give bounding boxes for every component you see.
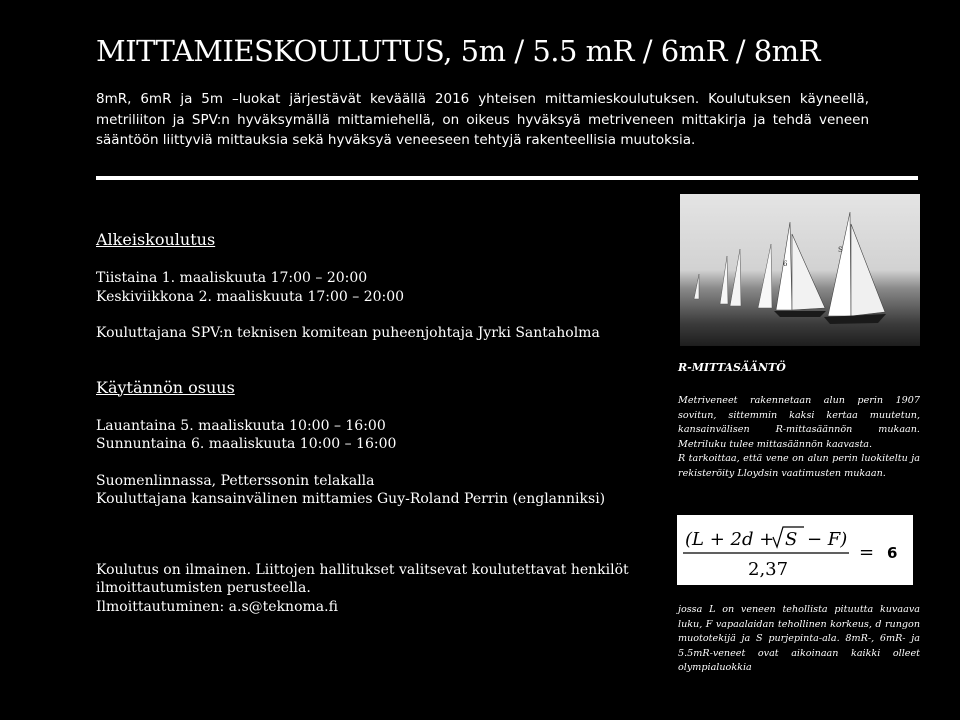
sidebar-explanation <box>678 603 920 676</box>
practical-trainer: Kouluttajana kansainvälinen mittamies Guy-Roland Perrin (englanniksi) <box>96 491 606 507</box>
practical-session-2: Sunnuntaina 6. maaliskuuta 10:00 – 16:00 <box>96 436 397 452</box>
practical-session-1: Lauantaina 5. maaliskuuta 10:00 – 16:00 <box>96 417 386 434</box>
sidebar-paragraph-2: R tarkoittaa, että vene on alun perin luokiteltu ja rekisteröity Lloydsin vaatimusten mukaan. <box>678 453 920 479</box>
svg-text:S: S <box>785 529 798 550</box>
formula-svg <box>677 515 913 585</box>
practical-heading: Käytännön osuus <box>96 377 235 397</box>
footer-line-3: Ilmoittautuminen: a.s@teknoma.fi <box>96 598 338 615</box>
basic-heading: Alkeiskoulutus <box>96 230 216 249</box>
svg-text:− F): − F) <box>807 529 848 550</box>
footer-line-1: Koulutus on ilmainen. Liittojen hallitukset valitsevat koulutettavat henkilöt <box>96 561 629 578</box>
sailboats-photo <box>680 194 920 346</box>
sidebar-description <box>678 394 920 481</box>
sidebar-heading: R-MITTASÄÄNTÖ <box>678 361 786 374</box>
divider <box>96 176 918 180</box>
basic-session-2: Keskiviikkona 2. maaliskuuta 17:00 – 20:00 <box>96 288 405 305</box>
footer-line-2: ilmoittautumisten perusteella. <box>96 580 311 596</box>
sidebar-paragraph-3: jossa L on veneen tehollista pituutta kuvaava luku, F vapaalaidan tehollinen korkeus, d rungon muototekijä ja S purjepinta-ala. 8mR-, 6mR- ja 5.5mR-veneet ovat aikoinaan kaikki olleet olympialuokkia <box>678 604 920 673</box>
intro-paragraph: 8mR, 6mR ja 5m –luokat järjestävät keväällä 2016 yhteisen mittamieskoulutuksen. Koulutuksen käyneellä, metriliiton ja SPV:n hyväksymällä mittamiehellä, on oikeus hyväksyä metriveneen mittakirja ja tehdä veneen sääntöön liittyviä mittauksia sekä hyväksyä veneeseen tehtyjä rakenteellisia muutoksia. <box>96 91 869 148</box>
basic-trainer: Kouluttajana SPV:n teknisen komitean puheenjohtaja Jyrki Santaholma <box>96 325 600 341</box>
svg-text:(L + 2d +: (L + 2d + <box>685 529 775 550</box>
formula-denominator: 2,37 <box>748 559 789 580</box>
formula-result: 6 <box>887 544 898 562</box>
page-title: MITTAMIESKOULUTUS, 5m / 5.5 mR / 6mR / 8mR <box>96 34 820 68</box>
r-rule-formula <box>677 515 913 585</box>
svg-text:6: 6 <box>783 260 788 268</box>
practical-place: Suomenlinnassa, Petterssonin telakalla <box>96 472 375 489</box>
svg-text:=: = <box>859 542 875 563</box>
basic-session-1: Tiistaina 1. maaliskuuta 17:00 – 20:00 <box>96 270 368 286</box>
sailboats-illustration <box>680 194 920 346</box>
course-details <box>96 229 666 616</box>
sidebar-paragraph-1: Metriveneet rakennetaan alun perin 1907 sovitun, sittemmin kaksi kertaa muutetun, kansainvälisen R-mittasäännön mukaan. Metriluku tulee mittasäännön kaavasta. <box>678 395 920 450</box>
svg-text:S: S <box>838 246 843 254</box>
